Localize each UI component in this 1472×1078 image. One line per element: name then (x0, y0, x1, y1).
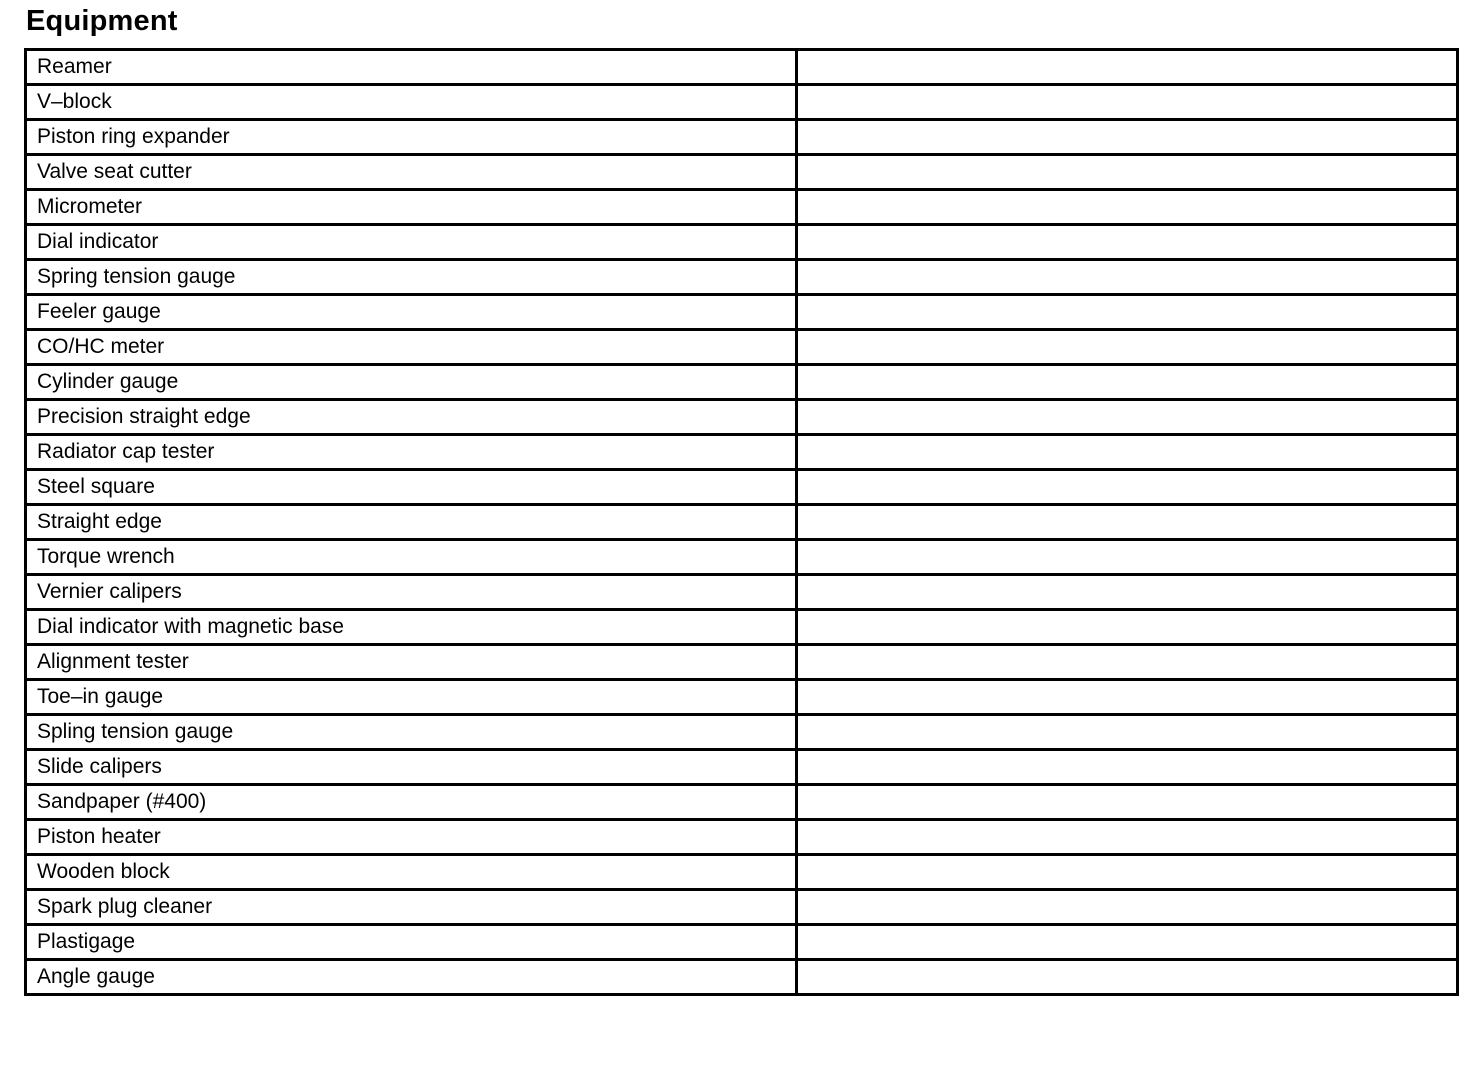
blank-cell (797, 190, 1458, 225)
blank-cell (797, 750, 1458, 785)
table-row (26, 190, 1458, 225)
table-row (26, 715, 1458, 750)
equipment-name-cell: Reamer (26, 50, 797, 85)
blank-cell (797, 890, 1458, 925)
equipment-name-cell: Dial indicator with magnetic base (26, 610, 797, 645)
equipment-name-cell: Slide calipers (26, 750, 797, 785)
blank-cell (797, 155, 1458, 190)
table-row (26, 750, 1458, 785)
blank-cell (797, 400, 1458, 435)
equipment-name-cell: Sandpaper (#400) (26, 785, 797, 820)
table-row (26, 925, 1458, 960)
table-row (26, 470, 1458, 505)
table-row (26, 400, 1458, 435)
blank-cell (797, 820, 1458, 855)
blank-cell (797, 925, 1458, 960)
blank-cell (797, 785, 1458, 820)
table-row (26, 505, 1458, 540)
blank-cell (797, 50, 1458, 85)
equipment-name-cell: Torque wrench (26, 540, 797, 575)
blank-cell (797, 120, 1458, 155)
equipment-name-cell: Steel square (26, 470, 797, 505)
equipment-name-cell: Angle gauge (26, 960, 797, 995)
equipment-name-cell: Spark plug cleaner (26, 890, 797, 925)
equipment-name-cell: Feeler gauge (26, 295, 797, 330)
equipment-name-cell: Piston ring expander (26, 120, 797, 155)
equipment-table-body (26, 50, 1458, 995)
table-row (26, 295, 1458, 330)
table-row (26, 540, 1458, 575)
blank-cell (797, 960, 1458, 995)
blank-cell (797, 715, 1458, 750)
blank-cell (797, 330, 1458, 365)
blank-cell (797, 855, 1458, 890)
blank-cell (797, 505, 1458, 540)
blank-cell (797, 575, 1458, 610)
equipment-name-cell: CO/HC meter (26, 330, 797, 365)
table-row (26, 155, 1458, 190)
blank-cell (797, 435, 1458, 470)
table-row (26, 680, 1458, 715)
equipment-name-cell: Toe–in gauge (26, 680, 797, 715)
table-row (26, 365, 1458, 400)
equipment-table (24, 48, 1459, 996)
table-row (26, 50, 1458, 85)
equipment-name-cell: Spling tension gauge (26, 715, 797, 750)
equipment-name-cell: Cylinder gauge (26, 365, 797, 400)
blank-cell (797, 295, 1458, 330)
equipment-name-cell: Dial indicator (26, 225, 797, 260)
blank-cell (797, 225, 1458, 260)
table-row (26, 225, 1458, 260)
table-row (26, 575, 1458, 610)
equipment-name-cell: Vernier calipers (26, 575, 797, 610)
blank-cell (797, 365, 1458, 400)
blank-cell (797, 260, 1458, 295)
equipment-name-cell: Plastigage (26, 925, 797, 960)
blank-cell (797, 540, 1458, 575)
equipment-name-cell: V–block (26, 85, 797, 120)
table-row (26, 260, 1458, 295)
blank-cell (797, 85, 1458, 120)
blank-cell (797, 645, 1458, 680)
table-row (26, 855, 1458, 890)
equipment-name-cell: Wooden block (26, 855, 797, 890)
table-row (26, 435, 1458, 470)
equipment-name-cell: Micrometer (26, 190, 797, 225)
equipment-name-cell: Spring tension gauge (26, 260, 797, 295)
table-row (26, 645, 1458, 680)
table-row (26, 610, 1458, 645)
page-title: Equipment (26, 5, 178, 37)
equipment-name-cell: Radiator cap tester (26, 435, 797, 470)
table-row (26, 890, 1458, 925)
table-row (26, 820, 1458, 855)
blank-cell (797, 470, 1458, 505)
equipment-name-cell: Alignment tester (26, 645, 797, 680)
equipment-name-cell: Valve seat cutter (26, 155, 797, 190)
blank-cell (797, 680, 1458, 715)
equipment-name-cell: Straight edge (26, 505, 797, 540)
table-row (26, 960, 1458, 995)
table-row (26, 785, 1458, 820)
table-row (26, 330, 1458, 365)
equipment-name-cell: Piston heater (26, 820, 797, 855)
blank-cell (797, 610, 1458, 645)
table-row (26, 85, 1458, 120)
equipment-name-cell: Precision straight edge (26, 400, 797, 435)
table-row (26, 120, 1458, 155)
